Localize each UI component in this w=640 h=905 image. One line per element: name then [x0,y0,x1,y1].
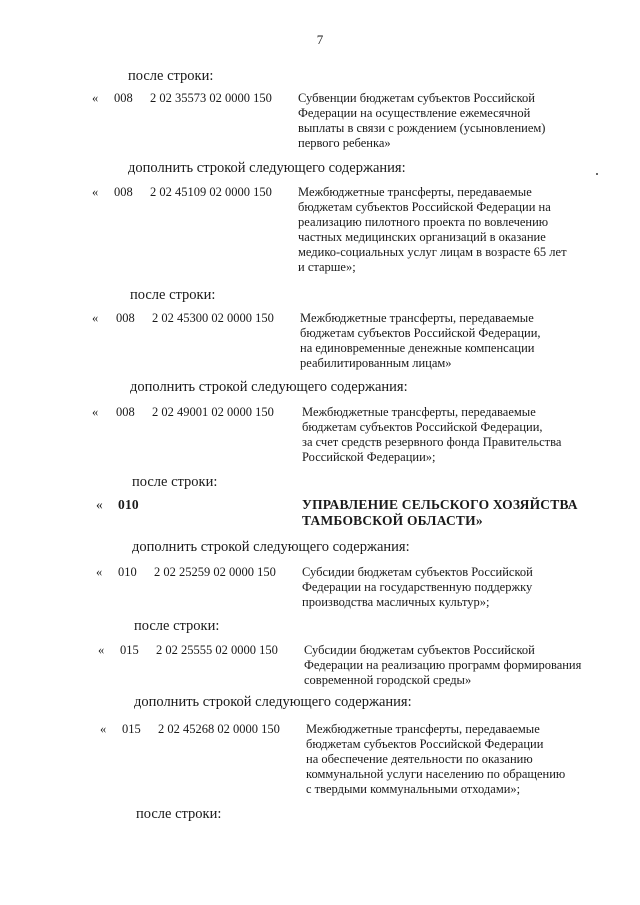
row-description [302,565,533,610]
description-line: коммунальной услуги населению по обращению [306,767,566,781]
row-quote: « [96,497,103,512]
row-kbk: 2 02 25555 02 0000 150 [156,643,278,657]
description-line: Российской Федерации»; [302,450,436,464]
row-description [304,643,581,688]
description-line: Федерации на осуществление ежемесячной [298,106,531,120]
row-code: 015 [120,643,139,657]
row-description [298,185,567,275]
description-line: реализацию пилотного проекта по вовлечению [298,215,549,229]
row-quote: « [92,185,99,199]
add-row-phrase: дополнить строкой следующего содержания: [134,694,412,710]
description-line: Субсидии бюджетам субъектов Российской [304,643,535,657]
row-quote: « [92,311,99,325]
after-row-phrase: после строки: [132,474,218,490]
after-row-phrase: после строки: [136,806,222,822]
after-row-phrase: после строки: [130,287,216,303]
row-quote: « [100,722,107,736]
description-line: Федерации на государственную поддержку [302,580,533,594]
description-line: бюджетам субъектов Российской Федерации [306,737,544,751]
row-quote: « [96,565,103,579]
row-code: 008 [114,91,133,105]
row-code: 008 [114,185,133,199]
row-quote: « [92,405,99,419]
description-line: выплаты в связи с рождением (усыновлением) [298,121,546,135]
add-row-phrase: дополнить строкой следующего содержания: [130,379,408,395]
description-line: Межбюджетные трансферты, передаваемые [298,185,532,199]
row-kbk: 2 02 25259 02 0000 150 [154,565,276,579]
row-quote: « [98,643,105,657]
description-line: на обеспечение деятельности по оказанию [306,752,533,766]
add-row-phrase: дополнить строкой следующего содержания: [132,539,410,555]
row-description [302,405,561,465]
row-kbk: 2 02 49001 02 0000 150 [152,405,274,419]
description-line: Субвенции бюджетам субъектов Российской [298,91,535,105]
description-line: производства масличных культур»; [302,595,490,609]
description-line: медико-социальных услуг лицам в возрасте 65 лет [298,245,567,259]
description-line: Федерации на реализацию программ формирования [304,658,582,672]
row-description [306,722,565,797]
description-line: Межбюджетные трансферты, передаваемые [306,722,540,736]
row-kbk: 2 02 45300 02 0000 150 [152,311,274,325]
row-code: 010 [118,497,139,512]
row-code: 008 [116,311,135,325]
after-row-phrase: после строки: [128,68,214,84]
row-description [298,91,545,151]
description-line: ТАМБОВСКОЙ ОБЛАСТИ» [302,513,483,528]
description-line: первого ребенка» [298,136,391,150]
row-code: 015 [122,722,141,736]
description-line: с твердыми коммунальными отходами»; [306,782,521,796]
description-line: бюджетам субъектов Российской Федерации на [298,200,551,214]
description-line: реабилитированным лицам» [300,356,452,370]
after-row-phrase: после строки: [134,618,220,634]
add-row-phrase: дополнить строкой следующего содержания: [128,160,406,176]
page-number: 7 [316,32,324,47]
description-line: Субсидии бюджетам субъектов Российской [302,565,533,579]
row-description [302,497,578,529]
description-line: частных медицинских организаций в оказание [298,230,546,244]
row-kbk: 2 02 45109 02 0000 150 [150,185,272,199]
row-code: 008 [116,405,135,419]
description-line: за счет средств резервного фонда Правительства [302,435,562,449]
description-line: бюджетам субъектов Российской Федерации, [302,420,543,434]
row-kbk: 2 02 35573 02 0000 150 [150,91,272,105]
description-line: на единовременные денежные компенсации [300,341,535,355]
row-description [300,311,541,371]
description-line: и старше»; [298,260,356,274]
row-code: 010 [118,565,137,579]
scan-speck [596,173,598,175]
description-line: УПРАВЛЕНИЕ СЕЛЬСКОГО ХОЗЯЙСТВА [302,497,578,512]
description-line: Межбюджетные трансферты, передаваемые [300,311,534,325]
row-kbk: 2 02 45268 02 0000 150 [158,722,280,736]
row-quote: « [92,91,99,105]
description-line: Межбюджетные трансферты, передаваемые [302,405,536,419]
description-line: бюджетам субъектов Российской Федерации, [300,326,541,340]
description-line: современной городской среды» [304,673,472,687]
